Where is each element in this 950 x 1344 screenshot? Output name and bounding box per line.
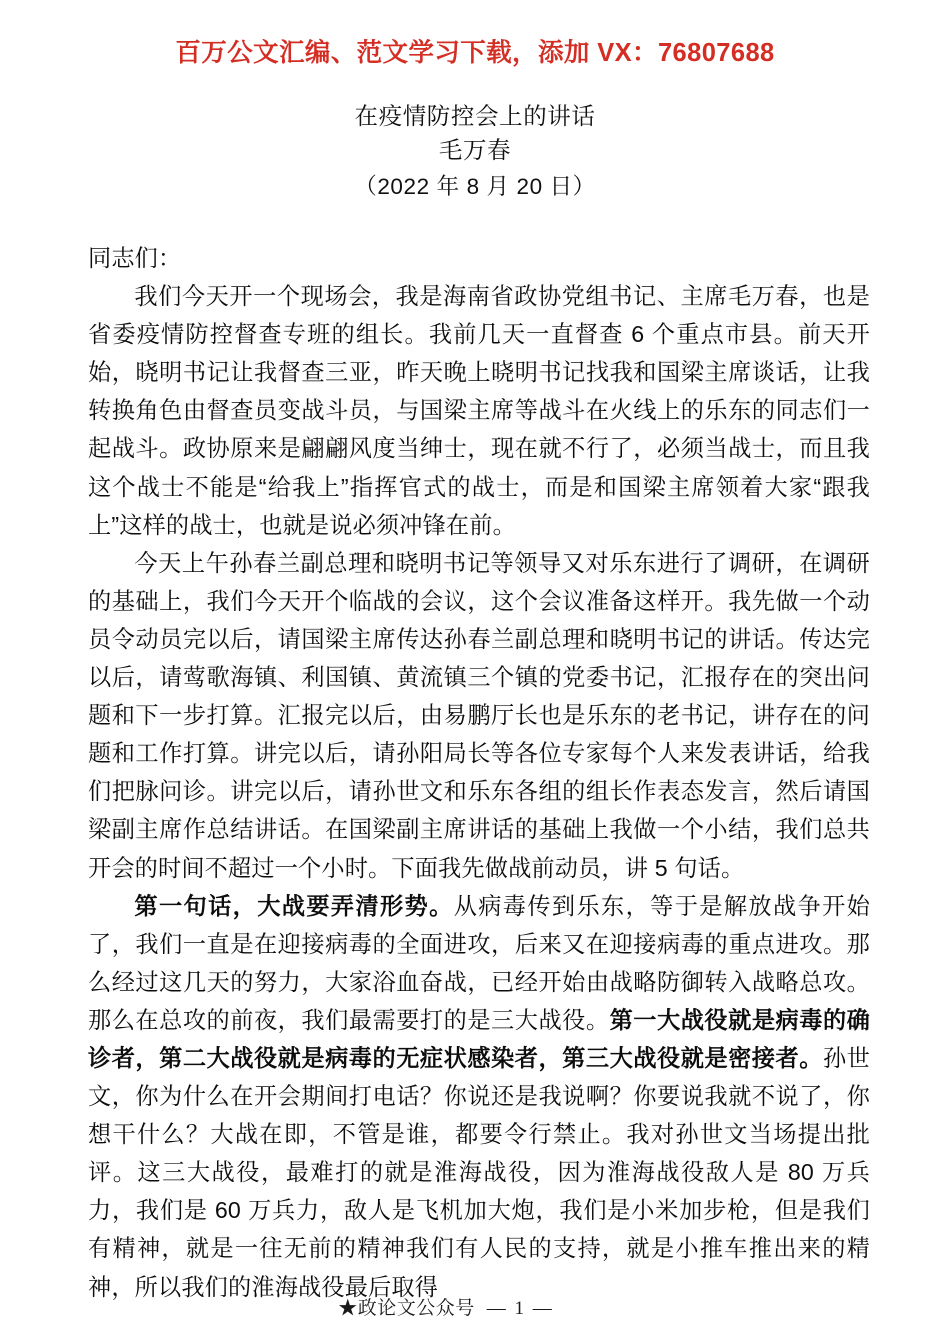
text-run: 从病毒传到乐东，等于是解放战争开始了，我们一直是在迎接病毒的全面进攻，后来又在迎接病毒的重点进攻。那么经过这几天的努力，大家浴血奋战，已经开始由战略防御转入战略总攻。那么在总攻的前夜，我们最需要打的是三大战役。	[88, 892, 870, 1033]
page-footer	[0, 1293, 950, 1320]
document-title: 在疫情防控会上的讲话	[354, 103, 596, 129]
footer-watermark: ★政论文公众号	[338, 1298, 475, 1319]
title-block	[0, 99, 950, 205]
text-run: 今天上午孙春兰副总理和晓明书记等领导又对乐东进行了调研，在调研的基础上，我们今天开个临战的会议，这个会议准备这样开。我先做一个动员令动员完以后，请国梁主席传达孙春兰副总理和晓明书记的讲话。传达完以后，请莺歌海镇、利国镇、黄流镇三个镇的党委书记，汇报存在的突出问题和下一步打算。汇报完以后，由易鹏厅长也是乐东的老书记，讲存在的问题和工作打算。讲完以后，请孙阳局长等各位专家每个人来发表讲话，给我们把脉问诊。讲完以后，请孙世文和乐东各组的组长作表态发言，然后请国梁副主席作总结讲话。在国梁副主席讲话的基础上我做一个小结，我们总共开会的时间不超过一个小时。下面我先做战前动员，讲 5 句话。	[88, 549, 870, 881]
body-paragraph	[88, 544, 870, 887]
emphasis-run: 第一句话，大战要弄清形势。	[134, 892, 454, 919]
body-paragraph	[88, 277, 870, 544]
salutation: 同志们：	[88, 245, 182, 271]
footer-inner	[338, 1293, 554, 1320]
page-number: — 1 —	[486, 1298, 554, 1319]
document-date: （2022 年 8 月 20 日）	[354, 174, 596, 199]
promo-banner: 百万公文汇编、范文学习下载，添加 VX：76807688	[175, 39, 775, 67]
text-run: 我们今天开一个现场会，我是海南省政协党组书记、主席毛万春，也是省委疫情防控督查专班的组长。我前几天一直督查 6 个重点市县。前天开始，晓明书记让我督查三亚，昨天晚上晓明书记找我和国梁主席谈话，让我转换角色由督查员变战斗员，与国梁主席等战斗在火线上的乐东的同志们一起战斗。政协原来是翩翩风度当绅士，现在就不行了，必须当战士，而且我这个战士不能是“给我上”指挥官式的战士，而是和国梁主席领着大家“跟我上”这样的战士，也就是说必须冲锋在前。	[88, 283, 870, 538]
text-run: 孙世文，你为什么在开会期间打电话？你说还是我说啊？你要说我就不说了，你想干什么？大战在即，不管是谁，都要令行禁止。我对孙世文当场提出批评。这三大战役，最难打的就是淮海战役，因为淮海战役敌人是 80 万兵力，我们是 60 万兵力，敌人是飞机加大炮，我们是小米加步枪，但是我们有精神，就是一往无前的精神我们有人民的支持，就是小推车推出来的精神，所以我们的淮海战役最后取得	[88, 1044, 870, 1300]
paragraph-host	[88, 277, 870, 1306]
document-body	[88, 239, 870, 1306]
emphasis-run: 第一大战役就是病毒的确诊者，第二大战役就是病毒的无症状感染者，第三大战役就是密接者。	[88, 1006, 870, 1071]
document-author: 毛万春	[438, 137, 512, 163]
body-paragraph	[88, 887, 870, 1306]
